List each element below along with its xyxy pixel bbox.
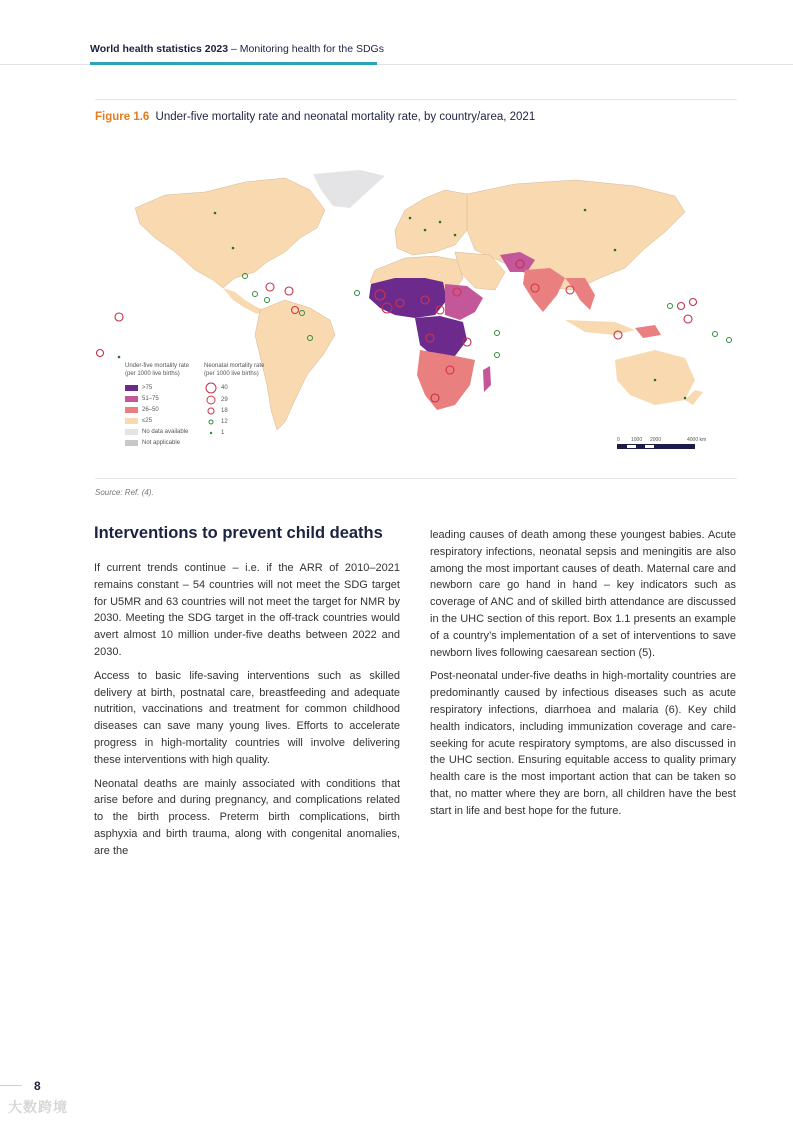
circle-12-icon [208, 419, 214, 425]
legend-row-gt75: >75 [125, 382, 205, 393]
legend-row-nmr-40: 40 [204, 382, 284, 394]
legend-row-no-data: No data available [125, 426, 205, 437]
papua-new-guinea [635, 325, 661, 338]
nmr-legend [204, 362, 284, 438]
figure-title [95, 111, 535, 123]
legend-row-not-applicable: Not applicable [125, 437, 205, 448]
document-subtitle: Monitoring health for the SDGs [239, 43, 384, 55]
legend-row-nmr-1: 1 [204, 427, 284, 438]
figure-source: Source: Ref. (4). [95, 488, 154, 497]
swatch-no-data [125, 429, 138, 435]
watermark: 大数跨境 [8, 1099, 68, 1115]
legend-row-nmr-18: 18 [204, 405, 284, 416]
sahel-high-mortality [369, 278, 447, 318]
madagascar-landmass [483, 366, 491, 392]
north-america-landmass [135, 178, 325, 288]
legend-row-26-50: 26–50 [125, 404, 205, 415]
southern-africa-landmass [417, 350, 475, 410]
legend-row-51-75: 51–75 [125, 393, 205, 404]
running-header [90, 43, 384, 55]
legend-row-nmr-29: 29 [204, 394, 284, 405]
figure-bottom-rule [95, 478, 737, 479]
circle-29-icon [206, 395, 216, 405]
section-heading: Interventions to prevent child deaths [94, 524, 383, 542]
nmr-legend-unit: (per 1000 live births) [204, 371, 259, 377]
paragraph: Post-neonatal under-five deaths in high-mortality countries are predominantly caused by infectious diseases such as acute respiratory infections, diarrhoea and malaria (6). Key child health indicators, including immunization coverage and care-seeking for acute respiratory symptoms, are also discussed in the UHC section. Ensuring equitable access to quality primary health care is the most important action that can be taken so that, no matter where they are born, all children have the best start in life and best hope for the future. [430, 670, 736, 817]
legend-row-le25: ≤25 [125, 415, 205, 426]
nmr-legend-title: Neonatal mortality rate [204, 363, 265, 369]
india-landmass [523, 268, 565, 312]
europe-landmass [395, 190, 475, 255]
header-separator: – [228, 43, 240, 55]
page-number-rule [0, 1085, 22, 1086]
maritime-se-asia [565, 320, 635, 335]
figure-caption: Under-five mortality rate and neonatal mortality rate, by country/area, 2021 [155, 111, 536, 123]
document-title: World health statistics 2023 [90, 43, 229, 55]
map-scale-bar: 0 1000 2000 4000 km [617, 437, 697, 449]
paragraph: Neonatal deaths are mainly associated with conditions that arise before and during pregnancy, and complications related to the birth process. Preterm birth complications, birth asphyxia and birth trauma, along with congenital anomalies, are the [94, 777, 400, 857]
right-column [430, 527, 736, 827]
u5mr-legend-unit: (per 1000 live births) [125, 371, 180, 377]
circle-1-icon [209, 431, 213, 435]
legend-row-nmr-12: 12 [204, 416, 284, 427]
circle-18-icon [207, 407, 215, 415]
header-accent-bar [90, 62, 377, 65]
paragraph: Access to basic life-saving interventions such as skilled delivery at birth, postnatal care, breastfeeding and adequate nutrition, vaccinations and treatment for common childhood diseases can save many young lives. Efforts to accelerate progress in high-mortality countries will involve delivering these interventions with high quality. [94, 669, 400, 766]
page-number: 8 [34, 1079, 41, 1093]
east-africa-landmass [445, 284, 483, 320]
circle-40-icon [205, 382, 217, 394]
paragraph: If current trends continue – i.e. if the ARR of 2010–2021 remains constant – 54 countries will not meet the SDG target for U5MR and 63 countries will not meet the target for NMR by 2030. Meeting the SDG target in the off-track countries would avert almost 10 million under-five deaths between 2022 and 2030. [94, 562, 400, 658]
figure-top-rule [95, 99, 737, 100]
u5mr-legend [125, 362, 205, 448]
greenland-landmass [313, 170, 385, 208]
figure-number: Figure 1.6 [95, 111, 150, 123]
paragraph: leading causes of death among these youngest babies. Acute respiratory infections, neonatal sepsis and meningitis are also among the most important causes of death. Maternal care and newborn care go hand in hand – key indicators such as coverage of ANC and of skilled birth attendance are discussed in the UHC section of this report. Box 1.1 presents an example of a country’s implementation of a set of interventions to save newborn lives following caesarean section (5). [430, 529, 736, 659]
australia-landmass [615, 350, 695, 405]
u5mr-legend-title: Under-five mortality rate [125, 363, 190, 369]
left-column [94, 560, 400, 867]
swatch-26-50 [125, 407, 138, 413]
swatch-not-applicable [125, 440, 138, 446]
swatch-le25 [125, 418, 138, 424]
swatch-gt75 [125, 385, 138, 391]
swatch-51-75 [125, 396, 138, 402]
